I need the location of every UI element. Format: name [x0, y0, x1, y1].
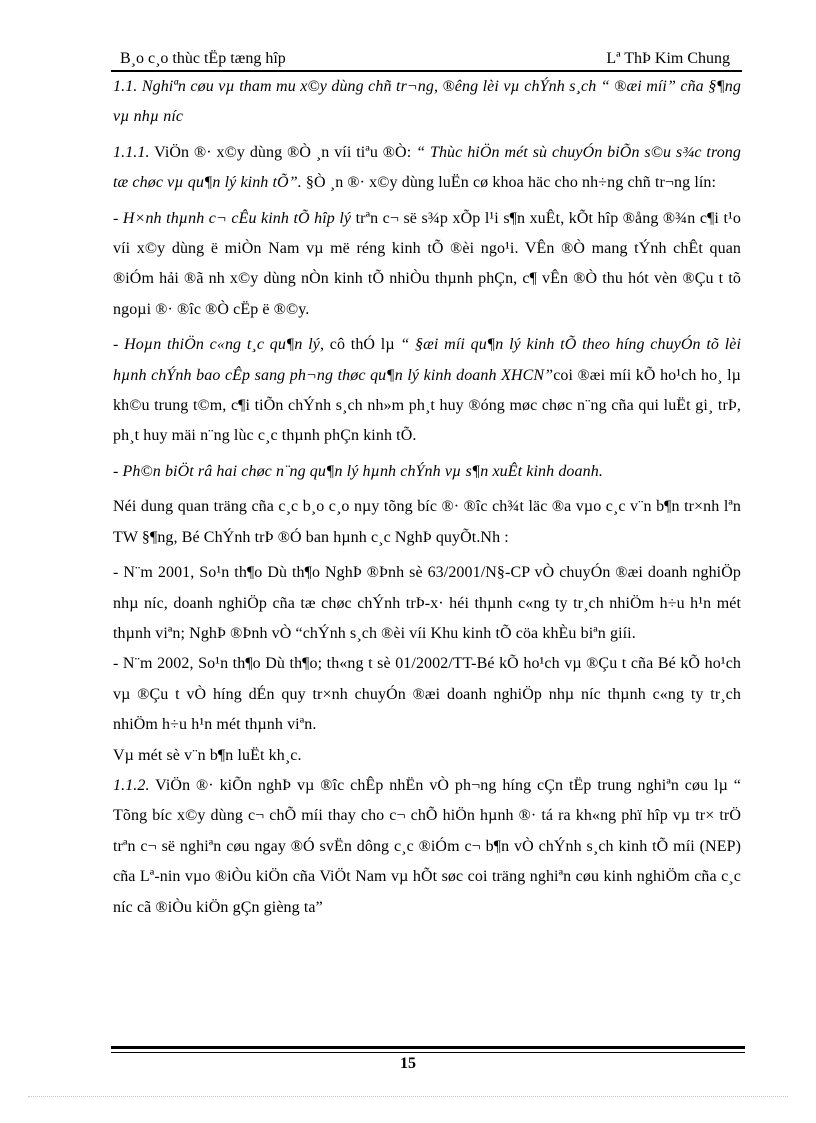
paragraph: Néi dung quan träng cña c¸c b¸o c¸o nµy tõng bíc ®· ®îc ch¾t läc ®a vµo c¸c v¨n b¶n tr×nh lªn TW §¶ng, Bé ChÝnh trÞ ®Ó ban hµnh c¸c NghÞ quyÕt.Nh :: [113, 498, 741, 546]
paragraph-text: ViÖn ®· kiÕn nghÞ vµ ®îc chÊp nhËn vÒ ph¬ng híng cÇn tËp trung nghiªn cøu lµ “ Tõng bíc x©y dùng c¬ chÕ míi thay cho c¬ chÕ hiÖn hµnh ®· tá ra kh«ng phï hîp vµ tr× trÖ trªn c¬ së nghiªn cøu ngay ®Ó svËn dông c¸c ®iÓm c¬ b¶n vÒ chÝnh s¸ch kinh tÕ míi (NEP) cña Lª-nin vµo ®iÒu kiÖn cña ViÖt Nam vµ hÕt søc coi träng nghiªn cøu kinh nghiÖm cña c¸c níc cã ®iÒu kiÖn gÇn gièng ta”: [113, 776, 741, 916]
list-item: - N¨m 2002, So¹n th¶o Dù th¶o; th«ng t sè 01/2002/TT-Bé kÕ ho¹ch vµ ®Çu t cña Bé kÕ ho¹ch vµ ®Çu t vÒ híng dÉn quy tr×nh chuyÓn ®æi doanh nghiÖp nhµ níc thµnh c«ng ty tr¸ch nhiÖm h÷u h¹n mét thµnh viªn.: [113, 655, 741, 734]
bullet-lead: - Hoµn thiÖn c«ng t¸c qu¶n lý,: [113, 336, 325, 354]
page-break-line: [28, 1096, 788, 1097]
paragraph-text: ViÖn ®· x©y dùng ®Ò ¸n víi tiªu ®Ò:: [149, 143, 417, 161]
paragraph-text: trªn c¬ së s¾p xÕp l¹i s¶n xuÊt, kÕt hîp ®ång ®¾n c¶i t¹o víi x©y dùng ë miÒn Nam vµ më réng kinh tÕ ®èi ngo¹i. VÊn ®Ò mang tÝnh chÊt quan ®iÓm hải ®ã nh x©y dùng nÒn kinh tÕ nhiÒu thµnh phÇn, c¶ vÊn ®Ò thu hót vèn ®Çu t tõ ngoµi ®· ®îc ®Ò cËp ë ®©y.: [113, 209, 741, 318]
bullet-lead: - H×nh thµnh c¬ cÊu kinh tÕ hîp lý: [113, 209, 352, 227]
footer-rule-thin: [111, 1052, 745, 1053]
page-number: 15: [400, 1055, 416, 1072]
bullet-paragraph: [113, 204, 741, 326]
header-author: Lª ThÞ Kim Chung: [606, 50, 730, 67]
bullet-paragraph: [113, 330, 741, 452]
paragraph-1-1-1: [113, 138, 741, 199]
paragraph-text: cô thÓ lµ: [324, 336, 401, 354]
page-header: [116, 48, 740, 70]
page-body: [113, 72, 741, 923]
section-number: 1.1.1.: [113, 143, 150, 161]
header-report-title: B¸o c¸o thùc tËp tæng hîp: [120, 50, 286, 67]
list-item: - N¨m 2001, So¹n th¶o Dù th¶o NghÞ ®Þnh sè 63/2001/N§-CP vÒ chuyÓn ®æi doanh nghiÖp nhµ níc, doanh nghiÖp cña tæ chøc chÝnh trÞ-x· héi thµnh c«ng ty tr¸ch nhiÖm h÷u h¹n mét thµnh viªn; NghÞ ®Þnh vÒ “chÝnh s¸ch ®èi víi Khu kinh tÕ cöa khÈu biªn giíi.: [113, 564, 741, 642]
quoted-title: “ Thùc hiÖn mét sù chuyÓn biÕn s©u s¾c trong tæ chøc vµ qu¶n lý kinh tÕ”.: [113, 143, 741, 192]
paragraph-1-1-2: [113, 771, 741, 923]
section-number: 1.1.2.: [113, 776, 150, 794]
footer-rule-thick: [111, 1046, 745, 1049]
section-heading-1-1: 1.1. Nghiªn cøu vµ tham mu x©y dùng chñ tr¬ng, ®êng lèi vµ chÝnh s¸ch “ ®æi míi” cña §¶ng vµ nhµ níc: [113, 78, 741, 126]
paragraph-text: coi ®æi míi kÕ ho¹ch ho¸ lµ kh©u trung t©m, c¶i tiÕn chÝnh s¸ch nh»m ph¸t huy ®óng møc chøc n¨ng cña qui luËt gi¸ trÞ, ph¸t huy mäi n¨ng lùc c¸c thµnh phÇn kinh tÕ.: [113, 366, 741, 445]
paragraph-text: §Ò ¸n ®· x©y dùng luËn cø khoa häc cho nh÷ng chñ tr¬ng lín:: [301, 174, 717, 192]
quoted-text: “ §æi míi qu¶n lý kinh tÕ theo híng chuyÓn tõ lèi hµnh chÝnh bao cÊp sang ph¬ng thøc qu¶n lý kinh doanh XHCN”: [113, 336, 741, 384]
bullet-paragraph: - Ph©n biÖt râ hai chøc n¨ng qu¶n lý hµnh chÝnh vµ s¶n xuÊt kinh doanh.: [113, 462, 603, 480]
paragraph: Vµ mét sè v¨n b¶n luËt kh¸c.: [113, 746, 302, 764]
